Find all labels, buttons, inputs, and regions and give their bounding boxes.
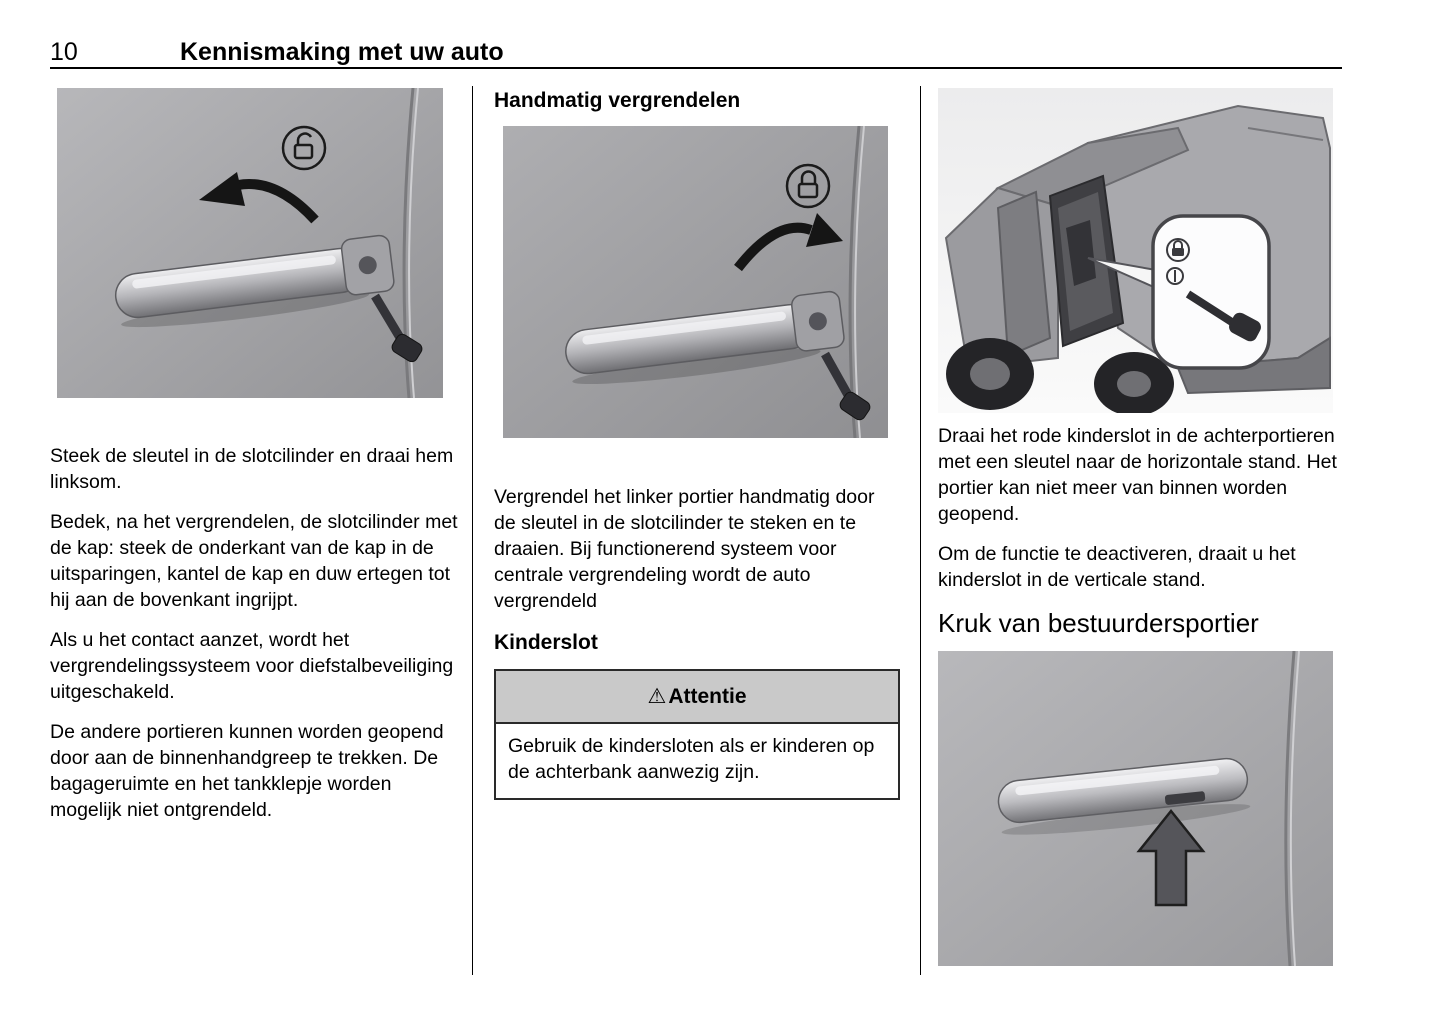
- paragraph: Om de functie te deactiveren, draait u het kinderslot in de verticale stand.: [938, 543, 1296, 591]
- column-divider-right: [920, 86, 921, 975]
- figure-lock-door-handle: [503, 126, 888, 438]
- paragraph: De andere portieren kunnen worden geopend door aan de binnenhandgreep te trekken. De bagageruimte en het tankklepje worden mogelijk niet ontgrendeld.: [50, 721, 444, 821]
- figure-unlock-door-handle: [57, 88, 443, 398]
- figure-driver-door-handle: [938, 651, 1333, 966]
- child-lock-illustration: [938, 88, 1333, 413]
- warning-box-header: [496, 671, 898, 724]
- unlock-handle-illustration: [57, 88, 443, 398]
- heading-child-lock: Kinderslot: [494, 631, 598, 654]
- paragraph: Vergrendel het linker portier handmatig door de sleutel in de slotcilinder te steken en te draaien. Bij functionerend systeem voor centrale vergrendeling wordt de auto vergrendeld: [494, 486, 875, 612]
- lock-handle-illustration: [503, 126, 888, 438]
- warning-box-body: Gebruik de kindersloten als er kinderen op de achterbank aanwezig zijn.: [496, 724, 898, 798]
- header-rule: [50, 67, 1342, 69]
- child-lock-callout: [1153, 216, 1269, 368]
- chapter-title: Kennismaking met uw auto: [180, 38, 504, 66]
- warning-box: [494, 669, 900, 800]
- left-column: [50, 88, 460, 837]
- paragraph: Draai het rode kinderslot in de achterportieren met een sleutel naar de horizontale stand. Het portier kan niet meer van binnen worden geopend.: [938, 425, 1337, 525]
- column-divider-left: [472, 86, 473, 975]
- warning-icon: ⚠: [647, 685, 667, 708]
- paragraph: Als u het contact aanzet, wordt het vergrendelingssysteem voor diefstalbeveiliging uitgeschakeld.: [50, 629, 454, 703]
- right-column: [938, 88, 1340, 966]
- page-number: 10: [50, 38, 78, 66]
- paragraph: Bedek, na het vergrendelen, de slotcilinder met de kap: steek de onderkant van de kap in de uitsparingen, kantel de kap en duw ertegen tot hij aan de bovenkant ingrijpt.: [50, 511, 458, 611]
- warning-title: Attentie: [668, 685, 747, 708]
- paragraph: Steek de sleutel in de slotcilinder en draai hem linksom.: [50, 445, 454, 493]
- middle-column: [494, 88, 900, 800]
- heading-manual-lock: Handmatig vergrendelen: [494, 89, 741, 112]
- figure-child-lock: [938, 88, 1333, 413]
- driver-handle-illustration: [938, 651, 1333, 966]
- photo-background: [503, 126, 888, 438]
- heading-driver-door-handle: Kruk van bestuurdersportier: [938, 608, 1259, 638]
